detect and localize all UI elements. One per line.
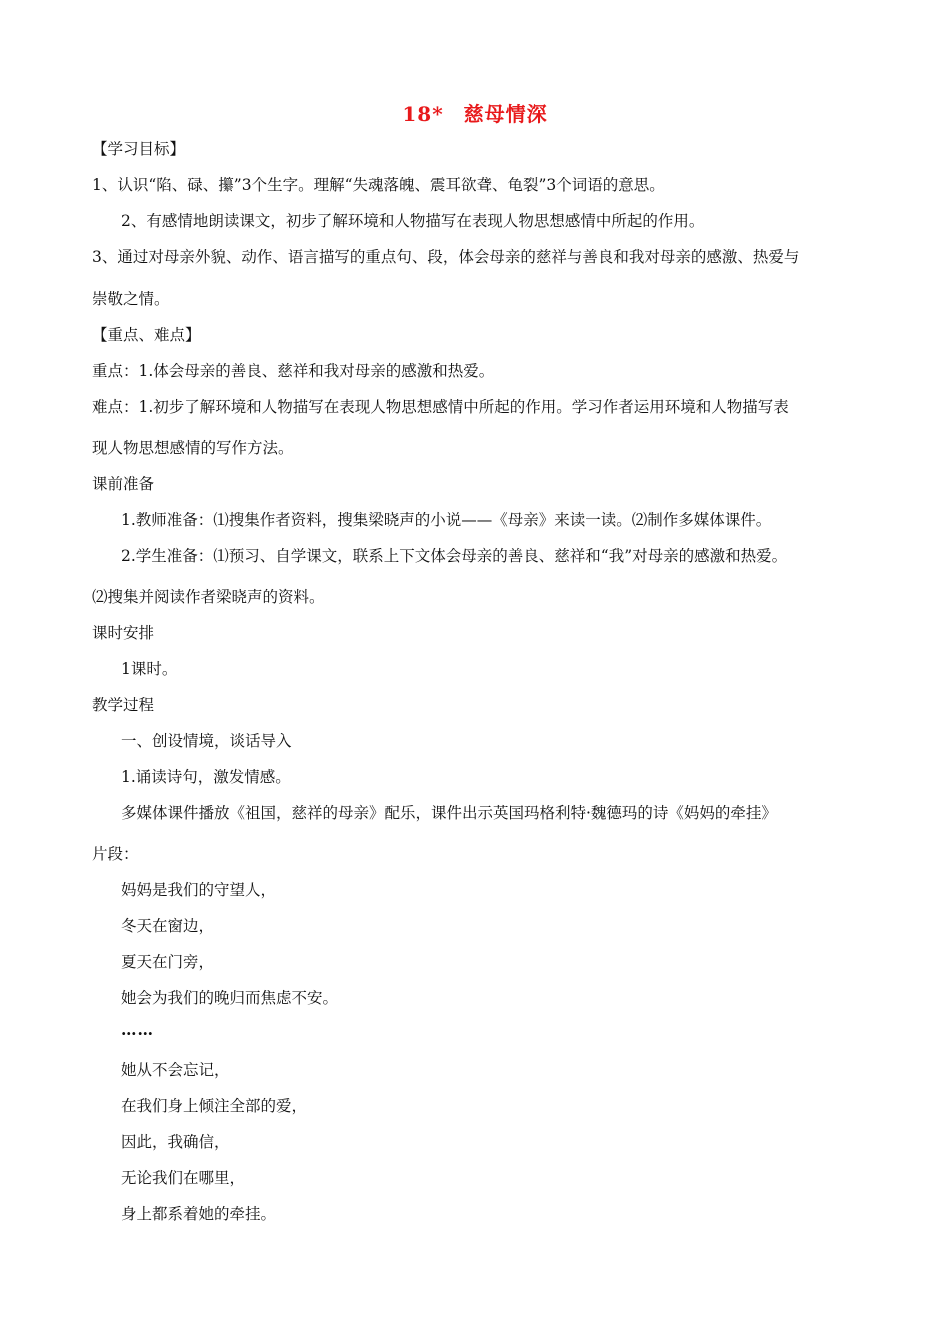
- process-substep-1: 1.诵读诗句，激发情感。: [121, 768, 291, 786]
- student-preparation: 2.学生准备：⑴预习、自学课文，联系上下文体会母亲的善良、慈祥和“我”对母亲的感激和热爱。: [121, 547, 788, 565]
- poem-line: 无论我们在哪里，: [121, 1169, 246, 1187]
- poem-line: 妈妈是我们的守望人，: [121, 881, 277, 899]
- difficulty: 难点：1.初步了解环境和人物描写在表现人物思想感情中所起的作用。学习作者运用环境和人物描写表: [92, 398, 789, 416]
- student-preparation-cont: ⑵搜集并阅读作者梁晓声的资料。: [92, 588, 325, 606]
- lesson-number: 18*: [402, 102, 444, 126]
- objective-2: 2、有感情地朗读课文，初步了解环境和人物描写在表现人物思想感情中所起的作用。: [121, 212, 705, 230]
- poem-line: 她从不会忘记，: [121, 1061, 230, 1079]
- section-heading-preparation: 课前准备: [92, 475, 155, 493]
- document-title: [0, 98, 950, 127]
- schedule-text: 1课时。: [121, 660, 178, 678]
- lesson-title: 慈母情深: [463, 102, 548, 126]
- difficulty-cont: 现人物思想感情的写作方法。: [92, 439, 294, 457]
- section-heading-schedule: 课时安排: [92, 624, 155, 642]
- objective-3: 3、通过对母亲外貌、动作、语言描写的重点句、段，体会母亲的慈祥与善良和我对母亲的感激、热爱与: [92, 248, 800, 266]
- teacher-preparation: 1.教师准备：⑴搜集作者资料，搜集梁晓声的小说——《母亲》来读一读。⑵制作多媒体课件。: [121, 511, 772, 529]
- poem-line: 她会为我们的晚归而焦虑不安。: [121, 989, 339, 1007]
- poem-line: 身上都系着她的牵挂。: [121, 1205, 277, 1223]
- poem-line: 冬天在窗边，: [121, 917, 215, 935]
- objective-1: 1、认识“陷、碌、攥”3个生字。理解“失魂落魄、震耳欲聋、龟裂”3个词语的意思。: [92, 176, 665, 194]
- section-heading-process: 教学过程: [92, 696, 155, 714]
- key-point: 重点：1.体会母亲的善良、慈祥和我对母亲的感激和热爱。: [92, 362, 495, 380]
- process-step-1: 一、创设情境，谈话导入: [121, 732, 292, 750]
- poem-line: 因此，我确信，: [121, 1133, 230, 1151]
- process-paragraph-cont: 片段：: [92, 845, 139, 863]
- section-heading-objectives: 【学习目标】: [92, 140, 186, 158]
- objective-3-cont: 崇敬之情。: [92, 290, 170, 308]
- poem-ellipsis: ……: [121, 1020, 154, 1039]
- process-paragraph: 多媒体课件播放《祖国，慈祥的母亲》配乐，课件出示英国玛格利特·魏德玛的诗《妈妈的牵挂》: [121, 804, 777, 822]
- section-heading-key-points: 【重点、难点】: [92, 326, 201, 344]
- poem-line: 夏天在门旁，: [121, 953, 215, 971]
- poem-line: 在我们身上倾注全部的爱，: [121, 1097, 308, 1115]
